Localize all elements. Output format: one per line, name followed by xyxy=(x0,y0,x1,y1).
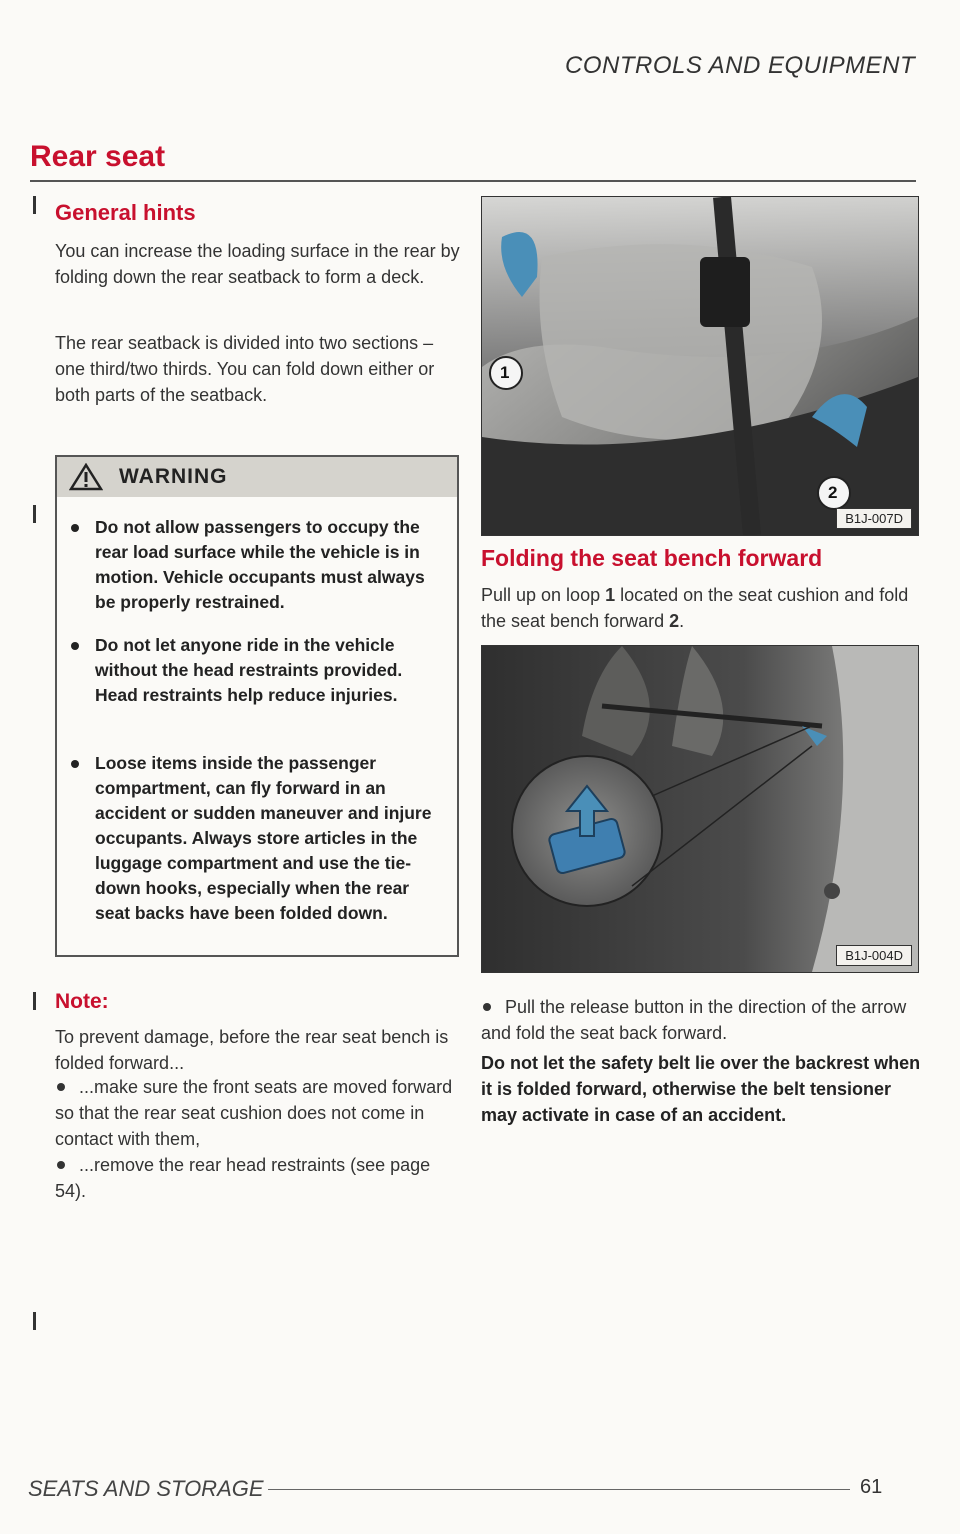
seat-cushion-illustration xyxy=(482,197,918,535)
bullet-icon xyxy=(71,760,79,768)
warning-item-text: Loose items inside the passenger compartment, can fly forward in an accident or sudden maneuver and injure occupants. Always store articles in the luggage compartment and use the tie-down hooks, especially when the rear seat backs have been folded down. xyxy=(95,753,432,923)
folding-text-b: located on the seat cushion and fold the seat bench forward xyxy=(481,585,909,631)
warning-header xyxy=(57,457,457,497)
folding-text-a: Pull up on loop xyxy=(481,585,606,605)
warning-box xyxy=(55,455,459,957)
footer-section: SEATS AND STORAGE xyxy=(28,1476,264,1501)
warning-item-text: Do not let anyone ride in the vehicle without the head restraints provided. Head restraints help reduce injuries. xyxy=(95,635,403,705)
folding-text-c: . xyxy=(679,611,685,631)
page-number: 61 xyxy=(860,1476,883,1498)
footer-rule xyxy=(268,1489,850,1490)
page-title: Rear seat xyxy=(30,140,166,173)
margin-marker xyxy=(33,196,36,214)
note-item: ...make sure the front seats are moved forward so that the rear seat cushion does not come in contact with them, xyxy=(55,1077,453,1149)
warning-item-text: Do not allow passengers to occupy the rear load surface while the vehicle is in motion. Vehicle occupants must always be properly restrained. xyxy=(95,517,425,612)
seat-cushion-figure xyxy=(481,196,919,536)
release-warning-text: Do not let the safety belt lie over the backrest when it is folded forward, otherwise the belt tensioner may activate in case of an accident. xyxy=(481,1053,921,1125)
loop-number: 1 xyxy=(605,585,616,605)
bullet-icon xyxy=(71,642,79,650)
note-intro: To prevent damage, before the rear seat bench is folded forward... xyxy=(55,1027,449,1073)
callout-1: 1 xyxy=(500,363,510,382)
margin-marker xyxy=(33,505,36,523)
page-header: CONTROLS AND EQUIPMENT xyxy=(565,52,916,79)
figure-code: B1J-007D xyxy=(836,508,912,529)
general-para-2: The rear seatback is divided into two sections – one third/two thirds. You can fold down either or both parts of the seatback. xyxy=(55,333,435,405)
margin-marker xyxy=(33,1312,36,1330)
release-text: Pull the release button in the direction of the arrow and fold the seat back forward. xyxy=(481,997,907,1043)
folding-heading: Folding the seat bench forward xyxy=(481,545,823,571)
bullet-icon xyxy=(71,524,79,532)
step-number: 2 xyxy=(669,611,680,631)
release-button-illustration xyxy=(482,646,918,972)
figure-code: B1J-004D xyxy=(836,945,912,966)
callout-2: 2 xyxy=(828,483,838,502)
general-para-1: You can increase the loading surface in the rear by folding down the rear seatback to form a deck. xyxy=(55,241,460,287)
title-rule xyxy=(30,180,916,182)
note-item: ...remove the rear head restraints (see page 54). xyxy=(55,1155,431,1201)
folding-text xyxy=(481,582,921,634)
note-heading: Note: xyxy=(55,990,109,1013)
warning-triangle-icon xyxy=(69,463,103,491)
warning-item xyxy=(71,515,445,615)
general-hints-heading: General hints xyxy=(55,200,196,225)
warning-label: WARNING xyxy=(119,465,228,488)
release-button-figure xyxy=(481,645,919,973)
margin-marker xyxy=(33,992,36,1010)
warning-item xyxy=(71,751,445,926)
warning-item xyxy=(71,633,445,708)
